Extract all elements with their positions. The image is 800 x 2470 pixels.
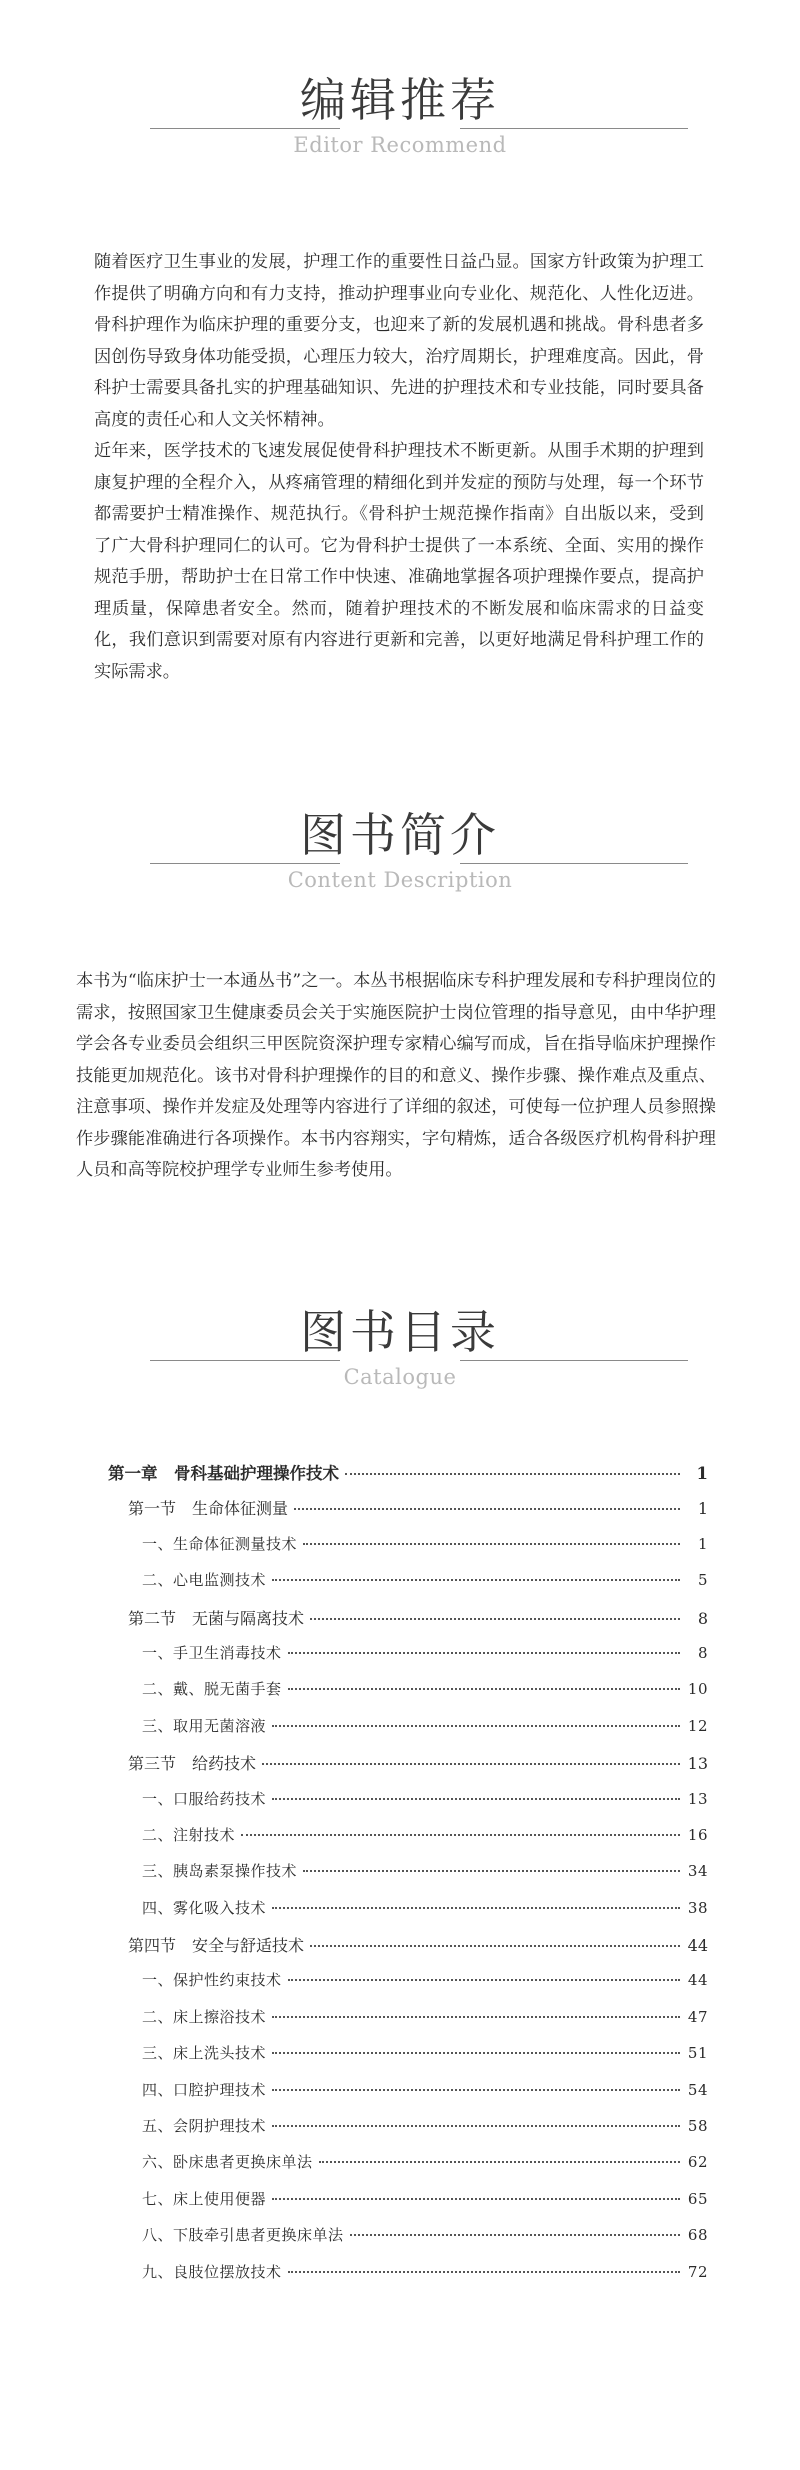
toc-entry-item <box>108 1715 708 1751</box>
toc-entry-page: 16 <box>687 1825 708 1844</box>
editor-recommend-paragraph-2: 近年来，医学技术的飞速发展促使骨科护理技术不断更新。从围手术期的护理到康复护理的全程介入，从疼痛管理的精细化到并发症的预防与处理，每一个环节都需要护士精准操作、规范执行。《骨科护士规范操作指南》自出版以来，受到了广大骨科护理同仁的认可。它为骨科护士提供了一本系统、全面、实用的操作规范手册，帮助护士在日常工作中快速、准确地掌握各项护理操作要点，提高护理质量，保障患者安全。然而，随着护理技术的不断发展和临床需求的日益变化，我们意识到需要对原有内容进行更新和完善，以更好地满足骨科护理工作的实际需求。 <box>94 441 704 682</box>
toc-entry-title: 二、戴、脱无菌手套 <box>142 1680 282 1699</box>
header-divider-left <box>150 863 340 864</box>
toc-entry-title: 三、取用无菌溶液 <box>142 1716 267 1735</box>
toc-entry-item <box>108 2224 708 2260</box>
toc-entry-item <box>108 1788 708 1824</box>
toc-entry-page: 13 <box>687 1754 708 1774</box>
toc-entry-title: 一、保护性约束技术 <box>142 1971 282 1990</box>
toc-entry-title: 二、注射技术 <box>142 1825 236 1844</box>
toc-entry-title: 二、心电监测技术 <box>142 1571 267 1590</box>
toc-entry-page: 34 <box>687 1862 708 1881</box>
toc-entry-page: 65 <box>687 2189 708 2208</box>
toc-leader-dots <box>288 1979 680 1981</box>
content-description-title: 图书简介 <box>300 808 500 862</box>
toc-leader-dots <box>241 1834 680 1836</box>
toc-entry-title: 第一节 生命体征测量 <box>128 1499 289 1519</box>
toc-entry-page: 44 <box>687 1936 708 1956</box>
toc-leader-dots <box>319 2161 680 2163</box>
toc-entry-item <box>108 1569 708 1605</box>
toc-leader-dots <box>272 2016 680 2018</box>
toc-entry-item <box>108 1860 708 1896</box>
toc-entry-title: 五、会阴护理技术 <box>142 2117 267 2136</box>
toc-entry-page: 12 <box>687 1716 708 1735</box>
toc-leader-dots <box>272 2052 680 2054</box>
toc-leader-dots <box>262 1763 680 1765</box>
editor-recommend-header <box>0 70 800 160</box>
toc-entry-title: 八、下肢牵引患者更换床单法 <box>142 2226 344 2245</box>
toc-entry-title: 一、手卫生消毒技术 <box>142 1643 282 1662</box>
content-description-body <box>76 966 716 1187</box>
toc-entry-page: 5 <box>697 1571 708 1590</box>
toc-entry-page: 44 <box>687 1971 708 1990</box>
toc-entry-title: 三、胰岛素泵操作技术 <box>142 1862 298 1881</box>
toc-entry-item <box>108 2115 708 2151</box>
toc-entry-title: 四、口腔护理技术 <box>142 2080 267 2099</box>
toc-entry-title: 三、床上洗头技术 <box>142 2044 267 2063</box>
toc-entry-title: 六、卧床患者更换床单法 <box>142 2153 313 2172</box>
content-description-header <box>0 805 800 895</box>
content-description-subtitle: Content Description <box>287 868 513 892</box>
toc-entry-item <box>108 2261 708 2297</box>
toc-leader-dots <box>272 2125 680 2127</box>
toc-entry-title: 二、床上擦浴技术 <box>142 2007 267 2026</box>
toc-entry-page: 8 <box>697 1643 708 1662</box>
toc-leader-dots <box>272 1798 680 1800</box>
toc-entry-item <box>108 1642 708 1678</box>
toc-entry-page: 1 <box>697 1499 708 1519</box>
toc-leader-dots <box>345 1473 680 1475</box>
toc-leader-dots <box>272 1725 680 1727</box>
editor-recommend-paragraph-1: 随着医疗卫生事业的发展，护理工作的重要性日益凸显。国家方针政策为护理工作提供了明确方向和有力支持，推动护理事业向专业化、规范化、人性化迈进。骨科护理作为临床护理的重要分支，也迎来了新的发展机遇和挑战。骨科患者多因创伤导致身体功能受损，心理压力较大，治疗周期长，护理难度高。因此，骨科护士需要具备扎实的护理基础知识、先进的护理技术和专业技能，同时要具备高度的责任心和人文关怀精神。 <box>94 252 704 430</box>
toc-entry-page: 13 <box>687 1789 708 1808</box>
toc-entry-item <box>108 2079 708 2115</box>
toc-entry-page: 62 <box>687 2153 708 2172</box>
editor-recommend-title: 编辑推荐 <box>300 73 500 127</box>
header-divider-right <box>460 128 688 129</box>
toc-entry-page: 10 <box>687 1680 708 1699</box>
toc-entry-page: 58 <box>687 2117 708 2136</box>
toc-entry-page: 1 <box>697 1534 708 1553</box>
toc-entry-item <box>108 1678 708 1714</box>
toc-leader-dots <box>272 2198 680 2200</box>
toc-entry-section <box>108 1751 708 1787</box>
toc-leader-dots <box>303 1543 680 1545</box>
toc-entry-chapter-1 <box>108 1460 708 1496</box>
toc-entry-title: 七、床上使用便器 <box>142 2189 267 2208</box>
toc-entry-item <box>108 2006 708 2042</box>
editor-recommend-subtitle: Editor Recommend <box>293 133 507 157</box>
toc-leader-dots <box>350 2234 680 2236</box>
toc-entry-item <box>108 1897 708 1933</box>
toc-leader-dots <box>303 1870 680 1872</box>
toc-leader-dots <box>272 2089 680 2091</box>
toc-entry-title: 第二节 无菌与隔离技术 <box>128 1608 305 1628</box>
toc-leader-dots <box>272 1579 680 1581</box>
toc-leader-dots <box>272 1907 680 1909</box>
toc-entry-section <box>108 1933 708 1969</box>
content-description-paragraph: 本书为“临床护士一本通丛书”之一。本丛书根据临床专科护理发展和专科护理岗位的需求，按照国家卫生健康委员会关于实施医院护士岗位管理的指导意见，由中华护理学会各专业委员会组织三甲医院资深护理专家精心编写而成，旨在指导临床护理操作技能更加规范化。该书对骨科护理操作的目的和意义、操作步骤、操作难点及重点、注意事项、操作并发症及处理等内容进行了详细的叙述，可使每一位护理人员参照操作步骤能准确进行各项操作。本书内容翔实，字句精炼，适合各级医疗机构骨科护理人员和高等院校护理学专业师生参考使用。 <box>76 971 716 1180</box>
header-divider-left <box>150 128 340 129</box>
header-divider-left <box>150 1360 340 1361</box>
editor-recommend-body <box>94 247 704 688</box>
toc-entry-item <box>108 2042 708 2078</box>
toc-entry-page: 1 <box>696 1464 708 1483</box>
toc-entry-title: 九、良肢位摆放技术 <box>142 2262 282 2281</box>
toc-leader-dots <box>310 1945 680 1947</box>
toc-entry-item <box>108 2151 708 2187</box>
toc-entry-title: 四、雾化吸入技术 <box>142 1898 267 1917</box>
toc-entry-title: 一、生命体征测量技术 <box>142 1534 298 1553</box>
toc-entry-title: 第四节 安全与舒适技术 <box>128 1936 305 1956</box>
toc-leader-dots <box>310 1618 680 1620</box>
toc-entry-title: 一、口服给药技术 <box>142 1789 267 1808</box>
toc-entry-page: 51 <box>687 2044 708 2063</box>
catalogue-header <box>0 1302 800 1392</box>
catalogue-title: 图书目录 <box>300 1305 500 1359</box>
toc-entry-section <box>108 1606 708 1642</box>
toc-leader-dots <box>288 2271 680 2273</box>
toc-entry-item <box>108 1969 708 2005</box>
header-divider-right <box>460 863 688 864</box>
toc-entry-item <box>108 1824 708 1860</box>
toc-entry-title: 第三节 给药技术 <box>128 1754 257 1774</box>
toc-entry-item <box>108 1533 708 1569</box>
catalogue-subtitle: Catalogue <box>343 1365 457 1389</box>
toc-entry-page: 72 <box>687 2262 708 2281</box>
toc-entry-page: 68 <box>687 2226 708 2245</box>
toc-entry-title: 第一章 骨科基础护理操作技术 <box>108 1464 339 1483</box>
table-of-contents <box>108 1460 708 2297</box>
toc-entry-page: 38 <box>687 1898 708 1917</box>
header-divider-right <box>460 1360 688 1361</box>
toc-entry-section <box>108 1496 708 1532</box>
toc-entry-item <box>108 2188 708 2224</box>
toc-leader-dots <box>288 1652 680 1654</box>
toc-leader-dots <box>294 1508 680 1510</box>
toc-entry-page: 47 <box>687 2007 708 2026</box>
toc-entry-page: 8 <box>697 1608 708 1628</box>
toc-leader-dots <box>288 1688 680 1690</box>
toc-entry-page: 54 <box>687 2080 708 2099</box>
